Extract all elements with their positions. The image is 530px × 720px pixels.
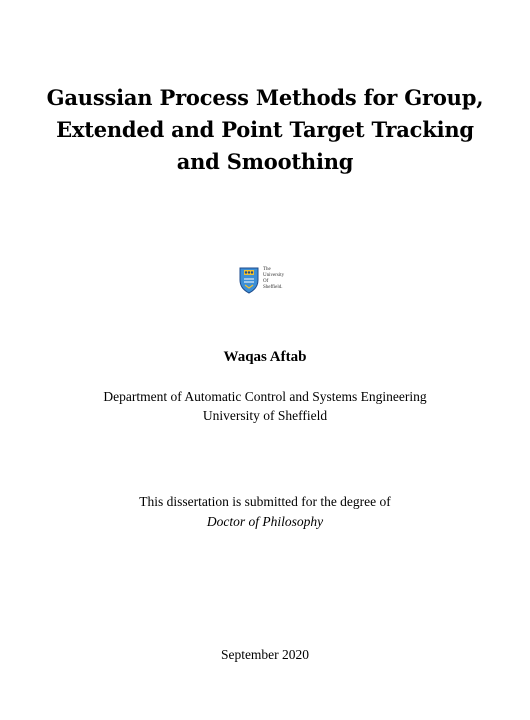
logo-text-line: Sheffield. [263,285,283,290]
thesis-title-line-2: Extended and Point Target Tracking [56,117,474,142]
university-name: University of Sheffield [202,408,328,423]
degree-name: Doctor of Philosophy [206,514,324,529]
logo-text-line: Of [263,279,269,284]
thesis-title-line-3: and Smoothing [176,149,354,174]
submission-date: September 2020 [220,647,310,662]
author-name: Waqas Aftab [223,349,307,365]
university-logo [238,266,298,296]
logo-text-line: University [263,273,285,278]
university-logo-wordmark [263,267,284,291]
submission-statement: This dissertation is submitted for the degree of [139,494,391,509]
thesis-title-line-1: Gaussian Process Methods for Group, [46,85,484,110]
university-crest-icon [238,266,260,294]
logo-text-line: The [263,267,271,272]
department: Department of Automatic Control and Systems Engineering [103,389,427,404]
